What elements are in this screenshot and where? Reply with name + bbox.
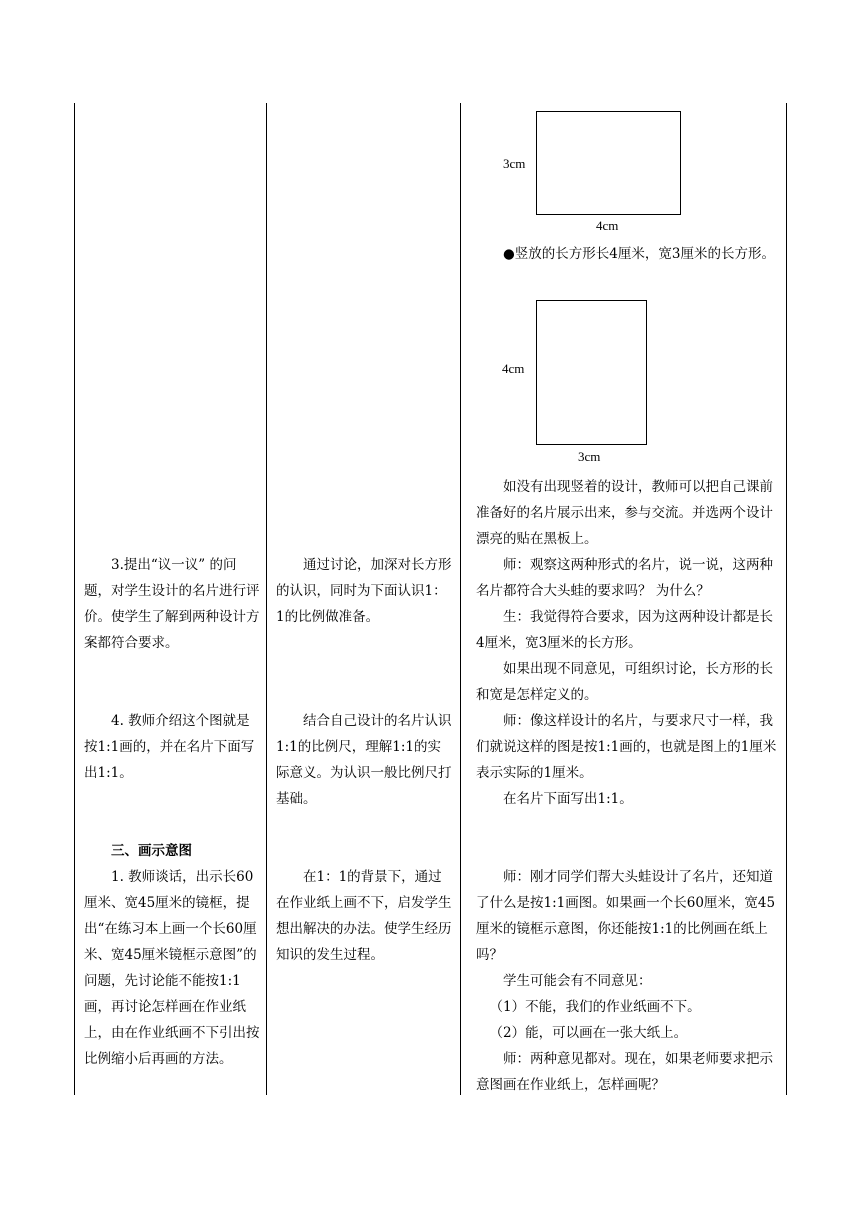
rectangle-figure-vertical (536, 300, 647, 445)
col3-para-c: 生：我觉得符合要求，因为这两种设计都是长4厘米，宽3厘米的长方形。 (476, 609, 773, 651)
table-rule-right (786, 103, 787, 1095)
col1-item-3: 3.提出“议一议” 的问题，对学生设计的名片进行评价。使学生了解到两种设计方案都符合要求。 (84, 557, 260, 651)
col3-para-d: 如果出现不同意见，可组织讨论，长方形的长和宽是怎样定义的。 (476, 661, 773, 703)
table-rule-2 (266, 103, 267, 1095)
col3-para-g: 师：刚才同学们帮大头蛙设计了名片，还知道了什么是按1:1画图。如果画一个长60厘米，宽45厘米的镜框示意图，你还能按1:1的比例画在纸上吗？ (476, 869, 776, 963)
col3-para-b: 师：观察这两种形式的名片，说一说，这两种名片都符合大头蛙的要求吗？ 为什么？ (476, 557, 773, 599)
section-heading: 三、画示意图 (111, 843, 192, 859)
col3-para-e: 师：像这样设计的名片，与要求尺寸一样，我们就说这样的图是按1:1画的，也就是图上的1厘米表示实际的1厘米。 (476, 713, 777, 781)
col3-vertical-note: ●竖放的长方形长4厘米，宽3厘米的长方形。 (503, 246, 775, 262)
col2-purpose-4: 结合自己设计的名片认识1:1的比例尺，理解1:1的实际意义。为认识一般比例尺打基础。 (276, 713, 452, 807)
col3-text (476, 474, 780, 1104)
col3-para-j: （2）能，可以画在一张大纸上。 (489, 1025, 688, 1041)
col2-purpose-5: 在1：1的背景下，通过在作业纸上画不下，启发学生想出解决的办法。使学生经历知识的发生过程。 (276, 869, 452, 963)
col3-para-h: 学生可能会有不同意见： (503, 973, 652, 989)
figure2-bottom-label: 3cm (578, 449, 601, 464)
rectangle-figure-horizontal (536, 111, 681, 215)
figure1-side-label: 3cm (503, 156, 526, 171)
col1-section-3: 三、画示意图 1. 教师谈话，出示长60厘米、宽45厘米的镜框，提出“在练习本上画一个长60厘米、宽45厘米镜框示意图”的问题，先讨论能不能按1:1画，再讨论怎样画在作业纸上，由在作业纸画不下引出按比例缩小后再画的方法。 (84, 838, 260, 1072)
col3-para-a: 如没有出现竖着的设计，教师可以把自己课前准备好的名片展示出来，参与交流。并选两个设计漂亮的贴在黑板上。 (476, 479, 773, 547)
figure2-side-label: 4cm (502, 361, 525, 376)
col3-para-k: 师：两种意见都对。现在，如果老师要求把示意图画在作业纸上，怎样画呢？ (476, 1051, 773, 1093)
col2-purpose-3: 通过讨论，加深对长方形的认识，同时为下面认识1：1的比例做准备。 (276, 557, 452, 625)
table-rule-left (74, 103, 75, 1095)
col3-para-i: （1）不能，我们的作业纸画不下。 (489, 999, 701, 1015)
table-rule-3 (460, 103, 461, 1095)
figure1-bottom-label: 4cm (596, 218, 619, 233)
col1-item-4: 4. 教师介绍这个图就是按1:1画的，并在名片下面写出1:1。 (84, 713, 255, 781)
col3-para-f: 在名片下面写出1:1。 (503, 791, 633, 807)
